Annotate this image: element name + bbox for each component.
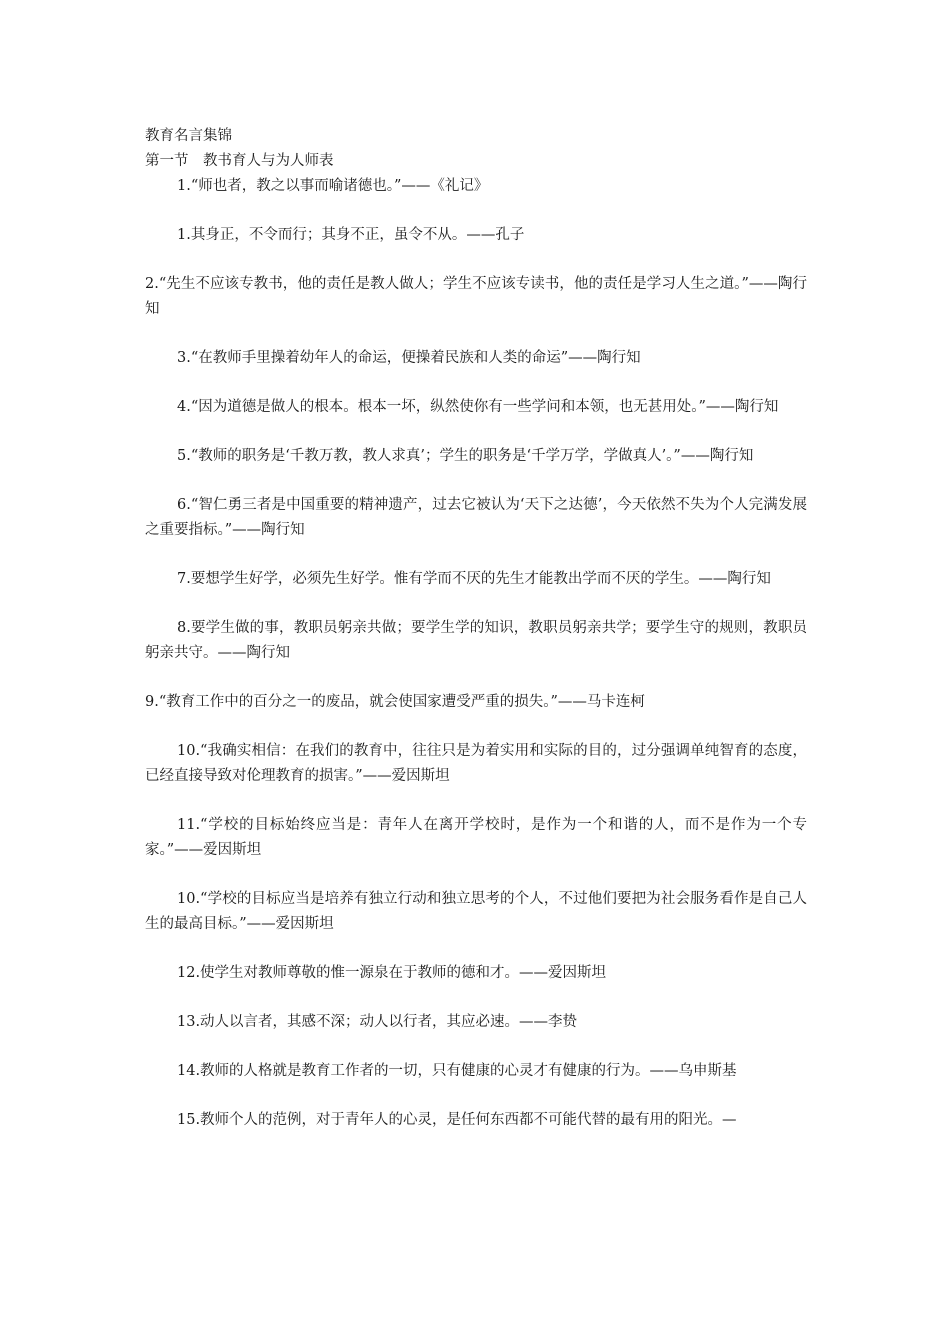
quote-paragraph: 10.“学校的目标应当是培养有独立行动和独立思考的个人，不过他们要把为社会服务看作是自己人生的最高目标。”——爱因斯坦 [145, 891, 807, 932]
quote-paragraph: 14.教师的人格就是教育工作者的一切，只有健康的心灵才有健康的行为。——乌申斯基 [177, 1063, 737, 1079]
quote-paragraph: 8.要学生做的事，教职员躬亲共做；要学生学的知识，教职员躬亲共学；要学生守的规则，教职员躬亲共守。——陶行知 [145, 620, 807, 661]
quote-paragraph: 4.“因为道德是做人的根本。根本一坏，纵然使你有一些学问和本领，也无甚用处。”——陶行知 [177, 399, 779, 415]
quote-paragraph: 13.动人以言者，其感不深；动人以行者，其应必速。——李贽 [177, 1014, 578, 1030]
quote-paragraph: 15.教师个人的范例，对于青年人的心灵，是任何东西都不可能代替的最有用的阳光。— [177, 1112, 737, 1128]
quote-paragraph: 12.使学生对教师尊敬的惟一源泉在于教师的德和才。——爱因斯坦 [177, 965, 607, 981]
quote-paragraph: 10.“我确实相信：在我们的教育中，往往只是为着实用和实际的目的，过分强调单纯智育的态度，已经直接导致对伦理教育的损害。”——爱因斯坦 [145, 743, 807, 784]
section-heading: 第一节 教书育人与为人师表 [145, 153, 334, 169]
quote-paragraph: 1.“师也者，教之以事而喻诸德也。”——《礼记》 [177, 178, 489, 194]
quote-paragraph: 6.“智仁勇三者是中国重要的精神遗产，过去它被认为‘天下之达德’，今天依然不失为个人完满发展之重要指标。”——陶行知 [145, 497, 807, 538]
quote-paragraph: 11.“学校的目标始终应当是：青年人在离开学校时，是作为一个和谐的人，而不是作为一个专家。”——爱因斯坦 [145, 817, 807, 858]
quote-paragraph: 2.“先生不应该专教书，他的责任是教人做人；学生不应该专读书，他的责任是学习人生之道。”——陶行知 [145, 276, 807, 317]
quote-paragraph: 9.“教育工作中的百分之一的废品，就会使国家遭受严重的损失。”——马卡连柯 [145, 694, 645, 710]
quote-paragraph: 3.“在教师手里操着幼年人的命运，便操着民族和人类的命运”——陶行知 [177, 350, 641, 366]
quote-paragraph: 7.要想学生好学，必须先生好学。惟有学而不厌的先生才能教出学而不厌的学生。——陶行知 [177, 571, 771, 587]
document-page [145, 124, 807, 1157]
document-title: 教育名言集锦 [145, 128, 232, 144]
quote-paragraph: 1.其身正，不令而行；其身不正，虽令不从。——孔子 [177, 227, 525, 243]
quote-list [145, 174, 807, 1133]
quote-paragraph: 5.“教师的职务是‘千教万教，教人求真’；学生的职务是‘千学万学，学做真人’。”——陶行知 [177, 448, 754, 464]
